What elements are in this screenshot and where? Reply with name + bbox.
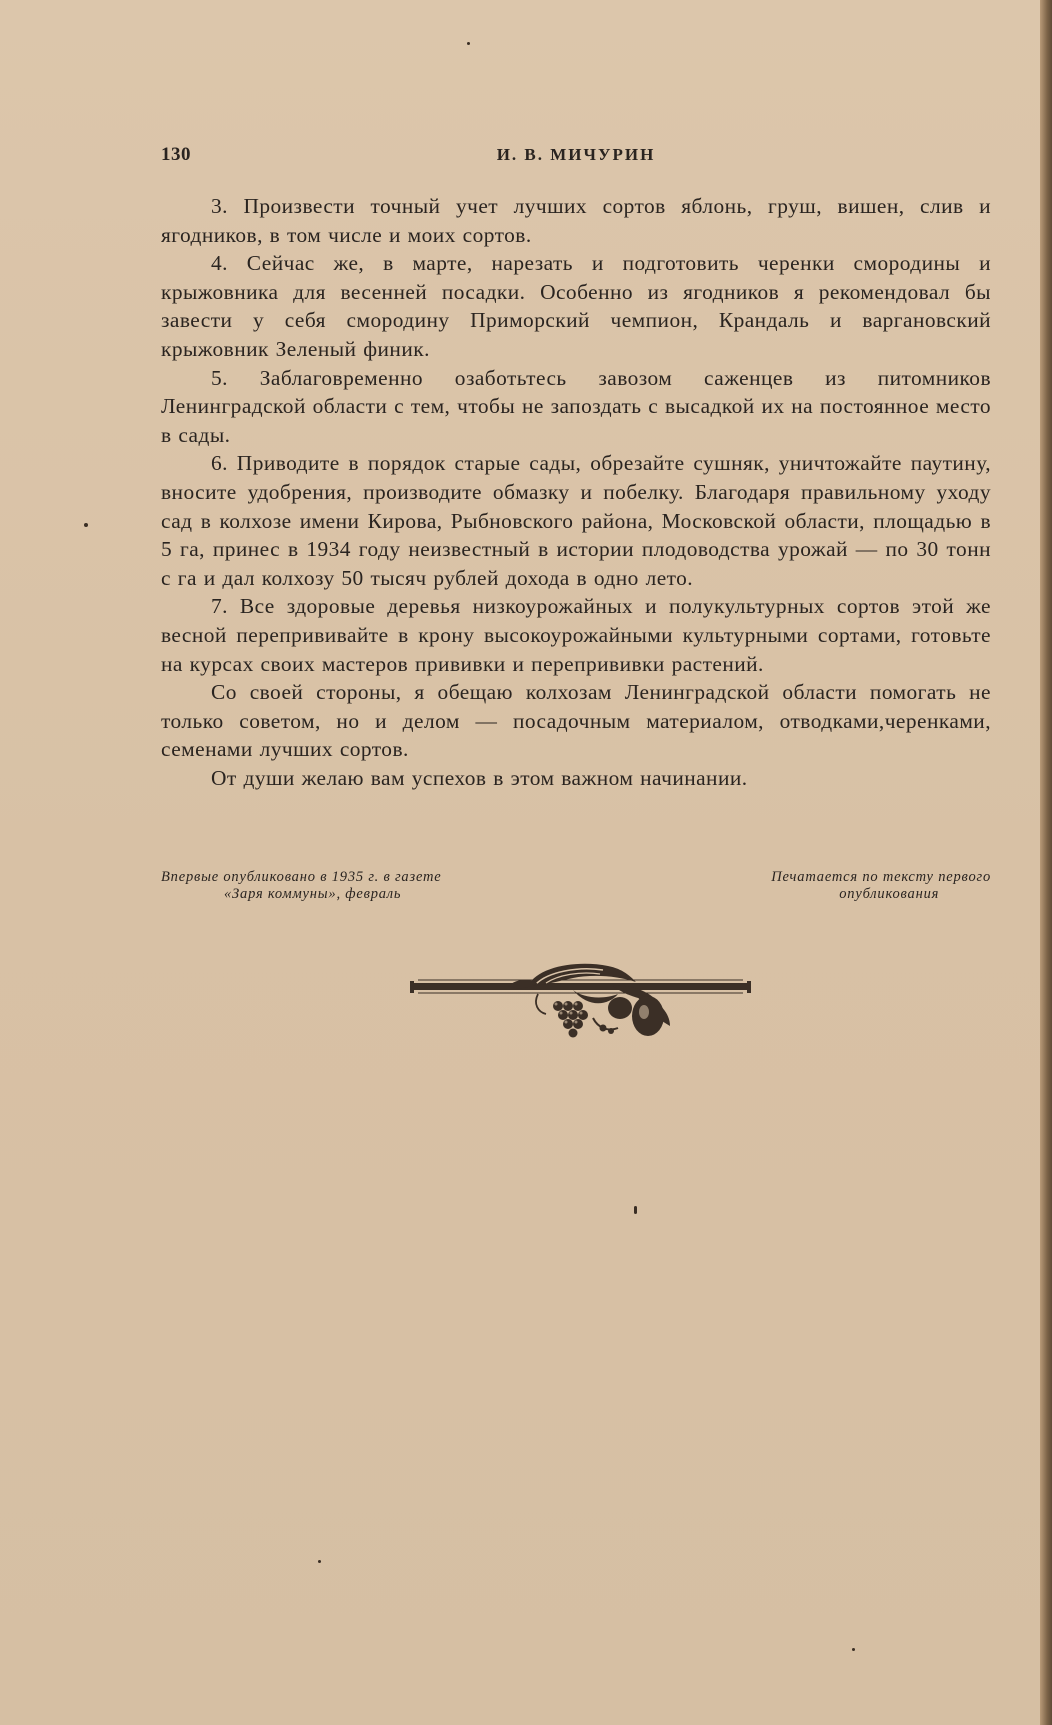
first-published-line-1: Впервые опубликовано в 1935 г. в газете bbox=[161, 869, 442, 885]
publication-notes bbox=[161, 869, 991, 913]
first-published-line-2: «Заря коммуны», февраль bbox=[224, 886, 402, 902]
fruit-garland-ornament-icon bbox=[408, 956, 753, 1046]
page-header bbox=[161, 144, 991, 174]
paper-speck bbox=[84, 523, 88, 527]
paragraph-item-7: 7. Все здоровые деревья низкоурожайных и полукультурных сортов этой же весной перепрививайте в крону высокоурожайными культурными сортами, готовьте на курсах своих мастеров прививки и перепрививки растений. bbox=[161, 594, 991, 676]
paper-speck bbox=[634, 1206, 637, 1214]
paragraph-closing: От души желаю вам успехов в этом важном начинании. bbox=[211, 765, 748, 790]
paragraph-item-6: 6. Приводите в порядок старые сады, обрезайте сушняк, уничтожайте паутину, вносите удобрения, производите обмазку и побелку. Благодаря правильному уходу сад в колхозе имени Кирова, Рыбновского района, Московской области, площадью в 5 га, принес в 1934 году неизвестный в истории плодоводства урожай — по 30 тонн с га и дал колхозу 50 тысяч рублей дохода в одно лето. bbox=[161, 451, 991, 590]
page-number: 130 bbox=[161, 144, 191, 165]
paper-speck bbox=[852, 1648, 855, 1651]
source-text-line-2: опубликования bbox=[839, 886, 940, 902]
paragraph-item-3: 3. Произвести точный учет лучших сортов яблонь, груш, вишен, слив и ягодников, в том числе и моих сортов. bbox=[161, 194, 991, 247]
page-edge-shadow bbox=[1040, 0, 1052, 1725]
paragraph-item-4: 4. Сейчас же, в марте, нарезать и подготовить черенки смородины и крыжовника для весенней посадки. Особенно из ягодников я рекомендовал бы завести у себя смородину Приморский чемпион, Крандаль и варгановский крыжовник Зеленый финик. bbox=[161, 251, 991, 361]
source-text-note bbox=[771, 869, 991, 903]
paper-speck bbox=[467, 42, 470, 45]
first-published-note bbox=[161, 869, 442, 903]
paragraph-promise: Со своей стороны, я обещаю колхозам Ленинградской области помогать не только советом, но и делом — посадочным материалом, отводками,черенками, семенами лучших сортов. bbox=[161, 680, 991, 762]
paper-speck bbox=[318, 1560, 321, 1563]
body-text bbox=[161, 192, 991, 792]
running-head: И. В. МИЧУРИН bbox=[496, 145, 656, 164]
source-text-line-1: Печатается по тексту первого bbox=[771, 869, 991, 885]
paragraph-item-5: 5. Заблаговременно озаботьтесь завозом саженцев из питомников Ленинградской области с тем, чтобы не запоздать с высадкой их на постоянное место в сады. bbox=[161, 365, 991, 447]
